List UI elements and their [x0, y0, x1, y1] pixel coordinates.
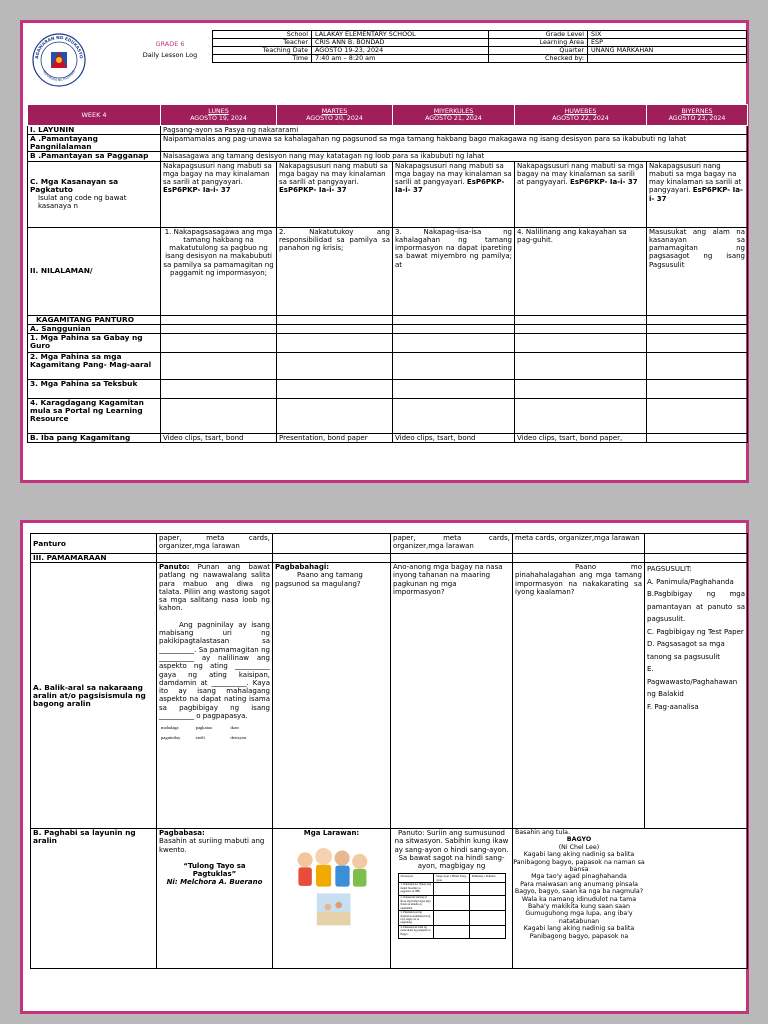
kasanayan-code: EsP6PKP- Ia-i- 37 — [395, 178, 505, 195]
kasanayan-text: Nakapagsusuri nang mabuti sa mga bagay na may kinalaman sa sarili at pangyayari. — [649, 161, 742, 195]
panturo-label: Panturo — [31, 534, 157, 554]
sitwasyon-table — [398, 873, 506, 938]
panuto-text: Punan ang bawat patlang ng nawawalang salita para mabuo ang diwa ng talata. Piliin ang wastong sagot sa mga salitang nasa loob ng kahon. — [159, 563, 270, 613]
pamantayang-pangnilalaman-text: Naipamamalas ang pag-unawa sa kahalagahan ng pagsunod sa mga tamang hakbang bago makagawa ng isang desisyon para sa ikabubuti ng lahat — [161, 135, 748, 152]
panturo-mon: paper, meta cards, organizer,mga larawan — [157, 534, 273, 554]
lesson-log-table-page1 — [27, 104, 748, 443]
day-date: AGOSTO 20, 2024 — [306, 115, 363, 122]
kasanayan-text: Nakapagsusuri nang mabuti sa mga bagay na may kinalaman sa sarili at pangyayari. — [395, 161, 512, 187]
kasanayan-label: C. Mga Kasanayan sa Pagkatuto — [30, 176, 119, 194]
day-header-wed — [393, 105, 515, 126]
word-box — [159, 723, 263, 743]
nilalaman-fri: Masusukat ang alam na kasanayan sa pamamagitan ng pagsasagot ng isang Pagsusulit — [647, 227, 748, 315]
paghabi-thu — [513, 829, 748, 969]
children-photo — [285, 843, 379, 927]
iba-thu: Video clips, tsart, bond paper, — [515, 433, 647, 442]
pagbabahagi-text: Paano ang tamang pagsunod sa magulang? — [275, 571, 363, 588]
kasanayan-code: EsP6PKP- Ia-i- 37 — [163, 186, 231, 195]
paragraph-part: Kaya ito ay isang mahalagang aspekto na dapat nating isama sa pagbibigay ng isang — [159, 678, 270, 712]
tula-line: Wala ka namang idinudulot na tama — [521, 895, 637, 903]
iba-fri — [647, 433, 748, 442]
checked-by-value — [588, 55, 747, 63]
gabay-label: 1. Mga Pahina sa Gabay ng Guro — [28, 333, 161, 352]
tula-intro: Basahin ang tula. — [515, 829, 570, 836]
layunin-label: I. LAYUNIN — [28, 126, 161, 135]
iba-pang-kagamitan-label: B. Iba pang Kagamitang — [28, 433, 161, 442]
pagsusulit-item: A. Panimula/Paghahanda — [647, 577, 734, 586]
grade-level-label: Grade Level — [489, 31, 588, 39]
day-date: AGOSTO 19, 2024 — [190, 115, 247, 122]
kagamitan-label: KAGAMITANG PANTURO — [28, 315, 161, 324]
paragraph-part: ay nalilinaw ang aspekto ng ating — [159, 653, 270, 671]
tula-line: Panibagong bagyo, papasok na naman sa bansa — [513, 858, 645, 874]
word-box-item: pagninilay — [161, 735, 181, 741]
blank: __________ — [159, 712, 194, 721]
paghabi-tue — [273, 829, 391, 969]
sitwasyon-header: Sitwasyon — [398, 874, 434, 883]
tula-line: Panibagong bagyo, papasok na — [529, 932, 629, 940]
pamamaraan-label: III. PAMAMARAAN — [31, 554, 157, 563]
grade-level-value: SIX — [588, 31, 747, 39]
word-box-item: mahalaga — [161, 725, 179, 731]
lr-portal-label: 4. Karagdagang Kagamitan mula sa Portal ng Learning Resource — [28, 398, 161, 433]
day-name: MARTES — [321, 108, 348, 115]
tula-line: Para maiwasan ang anumang pinsala — [520, 880, 638, 888]
kasanayan-fri — [647, 161, 748, 227]
day-date: AGOSTO 22, 2024 — [552, 115, 609, 122]
teaching-date-label: Teaching Date — [213, 47, 312, 55]
day-header-mon — [161, 105, 277, 126]
teksbuk-label: 3. Mga Pahina sa Teksbuk — [28, 379, 161, 398]
svg-text:REPUBLIKA NG PILIPINAS: REPUBLIKA NG PILIPINAS — [41, 69, 77, 83]
log-title: Daily Lesson Log — [142, 51, 198, 59]
tula-line: Bagyo, bagyo, saan ka nga ba nagmula? — [514, 888, 644, 896]
kasanayan-text: Nakapagsusuri nang mabuti sa mga bagay na may kinalaman sa sarili at pangyayari. — [279, 161, 388, 187]
paragraph-part: Sa pamamagitan ng — [198, 645, 270, 654]
balik-aral-mon — [157, 563, 273, 829]
kasanayan-wed — [393, 161, 515, 227]
paghabi-label: B. Paghabi sa layunin ng aralin — [31, 829, 157, 969]
paghabi-wed — [391, 829, 513, 969]
checked-by-label: Checked by: — [489, 55, 588, 63]
nilalaman-thu: 4. Nalilinang ang kakayahan sa pag-guhit. — [515, 227, 647, 315]
tula-line: Gumuguhong mga lupa, ang iba'y natatabunan — [525, 910, 633, 925]
tula-line: Kagabi lang aking nadinig sa balita — [523, 851, 635, 859]
sitwasyon-panuto: Panuto: Suriin ang sumusunod na sitwasyon. Sabihin kung ikaw ay sang-ayon o hindi sang-ayon. Sa bawat sagot na hindi sang-ayon, magbigay ng — [394, 829, 509, 871]
blank: __________. — [159, 645, 197, 654]
blank: __________. — [211, 678, 249, 687]
kasanayan-code: EsP6PKP- Ia-i- 37 — [649, 186, 743, 203]
kasanayan-code: EsP6PKP- Ia-i- 37 — [279, 186, 347, 195]
kasanayan-code: EsP6PKP- Ia-i- 37 — [570, 178, 638, 187]
nilalaman-tue: 2. Nakatutukoy ang responsibilidad sa pamilya sa panahon ng krisis; — [277, 227, 393, 315]
kasanayan-thu — [515, 161, 647, 227]
day-name: MIYERKULES — [433, 108, 474, 115]
pagbabasa-text: Basahin at suriing mabuti ang kwento. — [159, 837, 265, 854]
sitwasyon-row: 3. Pinalakbayad ng Kapitan sa kanilang iba ng tayo bagay na sa pagtulong. — [398, 911, 434, 926]
day-header-fri — [647, 105, 748, 126]
pagsusulit-item: E. Pagwawasto/Paghahawan ng Balakid — [647, 665, 738, 698]
learning-area-label: Learning Area — [489, 39, 588, 47]
paragraph-part: gaya ng ating kaisipan, damdamin at — [159, 670, 270, 687]
tula-line: Mga tao'y agad pinaghahanda — [531, 873, 627, 881]
kasanayan-sublabel: Isulat ang code ng bawat kasanaya n — [38, 193, 127, 211]
nilalaman-wed: 3. Nakapag-iisa-isa ng kahalagahan ng tamang impormasyon na dapat ipareting sa bawat miyembro ng pamilya; at — [393, 227, 515, 315]
sitwasyon-row: 4. Pinanatayan dami ng panwakaris ng pangalan sa Bagyo. — [398, 925, 434, 938]
balik-aral-fri — [645, 563, 748, 829]
nilalaman-mon: 1. Nakapagsasagawa ang mga tamang hakbang na makatutulong sa pagbuo ng isang desisyon na makabubuti sa pamilya sa pamamagitan ng paggamit ng impormasyon; — [161, 227, 277, 315]
pagsusulit-item: B.Pagbibigay ng mga pamantayan at panuto sa pagsusulit. — [647, 590, 745, 623]
sitwasyon-row: 1. Nakatipid ka. Nakay ang mekal flooding sa pagpalaw sa SBP. — [398, 883, 434, 896]
iba-tue: Presentation, bond paper — [277, 433, 393, 442]
kagamitan-mag-aaral-label: 2. Mga Pahina sa mga Kagamitang Pang- Mag-aaral — [28, 352, 161, 379]
balik-aral-tue — [273, 563, 391, 829]
story-title: “Tulong Tayo sa Pagtuklas” — [183, 861, 246, 879]
pamantayang-pangnilalaman-label: A .Pamantayang Pangnilalaman — [28, 135, 161, 152]
day-header-thu — [515, 105, 647, 126]
mga-larawan-title: Mga Larawan: — [303, 829, 360, 837]
day-date: AGOSTO 23, 2024 — [668, 115, 726, 122]
iba-mon: Video clips, tsart, bond — [161, 433, 277, 442]
day-name: BIYERNES — [681, 108, 713, 115]
day-header-tue — [277, 105, 393, 126]
story-author: Ni: Melchora A. Buerano — [166, 878, 263, 887]
paragraph-part: Ang pagninilay ay isang mabisang uri ng pakikipagtalastasan sa — [159, 620, 270, 646]
tula-author: (Ni Chel Lee) — [558, 843, 600, 851]
word-box-item: pagkatao — [195, 725, 213, 731]
teacher-label: Teacher — [213, 39, 312, 47]
pagbabasa-title: Pagbabasa: — [159, 829, 205, 837]
svg-text:KAGAWARAN NG EDUKASYON: AGAWARAN NG EDUKASYO — [33, 34, 84, 60]
teaching-date-value: AGOSTO 19-23, 2024 — [312, 47, 489, 55]
quarter-value: UNANG MARKAHAN — [588, 47, 747, 55]
layunin-text: Pagsang-ayon sa Pasya ng nakararami — [161, 126, 748, 135]
balik-aral-thu — [513, 563, 645, 829]
sitwasyon-header: Sang-ayon o Hindi Sang-ayon — [434, 874, 470, 883]
kasanayan-label-cell — [28, 161, 161, 227]
kasanayan-mon — [161, 161, 277, 227]
word-box-item: ikaw — [230, 725, 240, 731]
panturo-thu: meta cards, organizer,mga larawan — [513, 534, 645, 554]
blank: __________ — [235, 662, 270, 671]
paghabi-mon — [157, 829, 273, 969]
pagsusulit-item: D. Pagsasagot sa mga tanong sa pagsusulit — [647, 640, 725, 661]
day-name: LUNES — [208, 108, 229, 115]
thu-question: Paano mo pinahahalagahan ang mga tamang impormasyon na nakakarating sa iyong kaalaman? — [515, 563, 642, 596]
learning-area-value: ESP — [588, 39, 747, 47]
pagsusulit-item: C. Pagbibigay ng Test Paper — [647, 627, 744, 636]
grade-label: GRADE 6 — [155, 40, 185, 48]
week-label: WEEK 4 — [28, 105, 161, 126]
school-value: LALAKAY ELEMENTARY SCHOOL — [312, 31, 489, 39]
time-value: 7:40 am – 8:20 am — [312, 55, 489, 63]
tula-line: Kagabi lang aking nadinig sa balita — [523, 925, 635, 933]
kasanayan-text: Nakapagsusuri nang mabuti sa mga bagay na may kinalaman sa sarili at pangyayari. — [517, 161, 644, 187]
page-1 — [20, 20, 749, 483]
kasanayan-text: Nakapagsusuri nang mabuti sa mga bagay na may kinalaman sa sarili at pangyayari. — [163, 161, 272, 187]
pamantayan-sa-pagganap-text: Naisasagawa ang tamang desisyon nang may katatagan ng loob para sa ikabubuti ng lahat — [161, 152, 748, 161]
quarter-label: Quarter — [489, 47, 588, 55]
sitwasyon-row: 2. Nakakonti lamang ni Rosa ang ibang bagay mga fluids na kinuha ay nagmuhan. — [398, 896, 434, 911]
word-box-item: desisyon — [230, 735, 247, 741]
nilalaman-label: II. NILALAMAN/ — [28, 227, 161, 315]
word-box-item: sarili — [195, 735, 205, 741]
lesson-log-table-page2 — [30, 533, 748, 969]
paragraph-part: o pagpapasya. — [196, 712, 248, 721]
day-date: AGOSTO 21, 2024 — [425, 115, 482, 122]
tula-line: Baha'y makikita kung saan saan — [527, 903, 630, 911]
panturo-wed: paper, meta cards, organizer,mga larawan — [391, 534, 513, 554]
balik-aral-wed: Ano-anong mga bagay na nasa inyong tahanan na maaring pagkunan ng mga impormasyon? — [391, 563, 513, 829]
iba-wed: Video clips, tsart, bond — [393, 433, 515, 442]
school-label: School — [213, 31, 312, 39]
sitwasyon-header: Pahinang o Dahilan — [469, 874, 505, 883]
tula-title: BAGYO — [566, 836, 592, 844]
kasanayan-tue — [277, 161, 393, 227]
balik-aral-label: A. Balik-aral sa nakaraang aralin at/o pagsisismula ng bagong aralin — [31, 563, 157, 829]
pagsusulit-title: PAGSUSULIT: — [647, 565, 692, 573]
pagsusulit-item: F. Pag-aanalisa — [647, 702, 699, 711]
teacher-value: CRIS ANN B. BONDAD — [312, 39, 489, 47]
page-2 — [20, 520, 749, 1014]
time-label: Time — [213, 55, 312, 63]
pamantayan-sa-pagganap-label: B .Pamantayan sa Pagganap — [28, 152, 161, 161]
day-name: HUWEBES — [564, 108, 597, 115]
pagbabahagi-title: Pagbabahagi: — [275, 563, 330, 571]
panuto-title: Panuto: — [159, 563, 190, 571]
header-info-table — [212, 30, 747, 63]
blank: __________ — [159, 653, 194, 662]
sanggunian-label: A. Sanggunian — [28, 324, 161, 333]
deped-seal-logo — [32, 33, 86, 87]
